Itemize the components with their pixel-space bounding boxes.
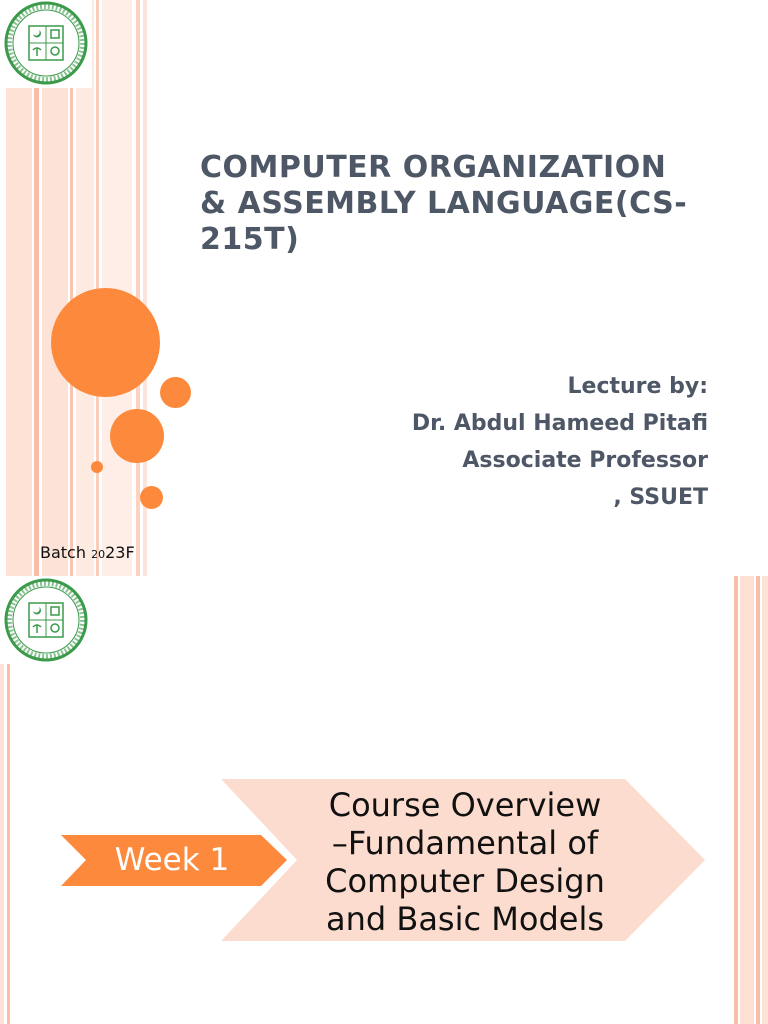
- batch-year-small: 20: [91, 548, 106, 561]
- presenter-line: Lecture by:: [567, 374, 708, 399]
- course-title: COMPUTER ORGANIZATION & ASSEMBLY LANGUAGE(CS-215T): [200, 150, 688, 257]
- topic-line: and Basic Models: [325, 900, 604, 938]
- decorative-circle: [51, 288, 160, 397]
- presenter-affiliation: , SSUET: [613, 485, 708, 510]
- decorative-circle: [110, 409, 164, 463]
- topic-text: [300, 786, 630, 938]
- stripe: [136, 0, 140, 576]
- university-logo: [0, 0, 92, 88]
- topic-line: –Fundamental of: [331, 824, 599, 862]
- topic-line: Computer Design: [325, 862, 605, 900]
- week-label: Week 1: [114, 842, 230, 878]
- week-slide: [0, 576, 768, 1024]
- batch-year-rest: 23F: [105, 543, 135, 562]
- batch-prefix: Batch: [40, 543, 92, 562]
- decorative-circle: [140, 486, 163, 509]
- presenter-info: [412, 368, 708, 516]
- decorative-circle: [160, 377, 191, 408]
- decorative-circle: [91, 461, 103, 473]
- batch-label: [40, 543, 135, 562]
- presenter-name: Dr. Abdul Hameed Pitafi: [411, 411, 708, 436]
- presenter-position: Associate Professor: [462, 448, 708, 473]
- topic-line: Course Overview: [328, 786, 602, 824]
